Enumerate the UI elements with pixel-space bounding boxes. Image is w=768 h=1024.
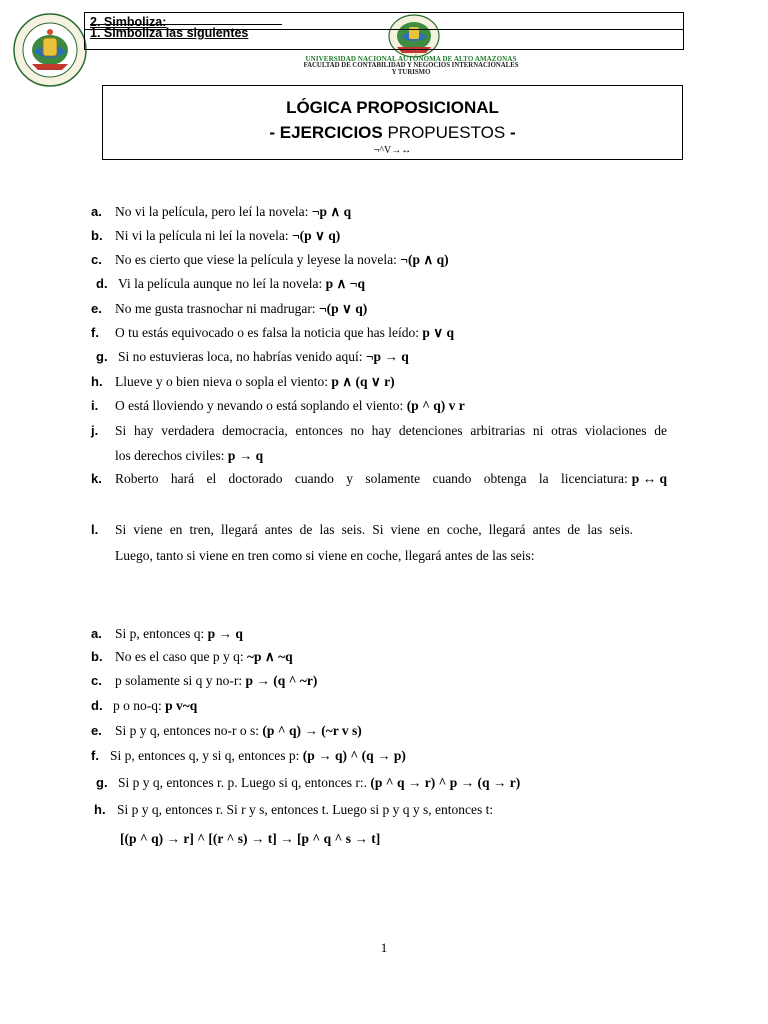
item-label: l. xyxy=(91,522,99,537)
item-formula: p → q xyxy=(227,448,264,463)
document-title: LÓGICA PROPOSICIONAL xyxy=(286,98,499,117)
item-formula: ¬(p ∨ q) xyxy=(318,301,368,316)
item-text: No vi la película, pero leí la novela: ¬p ∧ q xyxy=(115,204,352,219)
item-label: j. xyxy=(91,423,99,438)
item-label: g. xyxy=(96,775,108,790)
university-name: UNIVERSIDAD NACIONAL AUTÓNOMA DE ALTO AMAZONAS xyxy=(305,55,517,63)
item-text: Si hay verdadera democracia, entonces no hay detenciones arbitrarias ni otras violaciones de xyxy=(115,423,667,438)
faculty-name: FACULTAD DE CONTABILIDAD Y NEGOCIOS INTERNACIONALES xyxy=(303,62,519,69)
item-label: h. xyxy=(94,802,106,817)
university-seal-icon xyxy=(12,12,88,88)
item-label: b. xyxy=(91,228,103,243)
item-label: g. xyxy=(96,349,108,364)
item-formula: p → q xyxy=(207,626,243,641)
faculty-name-line2: Y TURISMO xyxy=(391,69,431,76)
item-label: f. xyxy=(91,325,99,340)
item-label: e. xyxy=(91,301,102,316)
subtitle-prefix: - EJERCICIOS xyxy=(269,123,383,142)
item-formula: ¬(p ∨ q) xyxy=(291,228,341,243)
item-label: k. xyxy=(91,471,102,486)
item-formula: p ∧ (q ∨ r) xyxy=(331,374,395,389)
item-text: Si p, entonces q: p → q xyxy=(115,626,243,641)
document-subtitle xyxy=(102,124,683,141)
item-text: Vi la película aunque no leí la novela: p ∧ ¬q xyxy=(118,276,365,291)
item-label: c. xyxy=(91,673,102,688)
item-text: Si viene en tren, llegará antes de las seis. Si viene en coche, llegará antes de las seis. xyxy=(115,522,633,537)
item-formula: (p ^ q → r) ^ p → (q → r) xyxy=(370,775,521,790)
item-label: i. xyxy=(91,398,99,413)
item-text: Si no estuvieras loca, no habrías venido aquí: ¬p → q xyxy=(118,349,409,364)
item-label: e. xyxy=(91,723,102,738)
logic-symbols: ¬^V→↔ xyxy=(373,145,412,156)
item-text: Roberto hará el doctorado cuando y solamente cuando obtenga la licenciatura: p ↔ q xyxy=(115,471,667,486)
item-label: c. xyxy=(91,252,102,267)
item-text: No me gusta trasnochar ni madrugar: ¬(p ∨ q) xyxy=(115,301,368,316)
item-formula: ~p ∧ ~q xyxy=(246,649,293,664)
item-text: p solamente si q y no-r: p → (q ^ ~r) xyxy=(115,673,318,688)
item-text-continued: Luego, tanto si viene en tren como si viene en coche, llegará antes de las seis: xyxy=(115,548,535,563)
item-text: Si p y q, entonces no-r o s: (p ^ q) → (~r v s) xyxy=(115,723,362,738)
item-label: a. xyxy=(91,204,102,219)
item-formula: (p ^ q) → (~r v s) xyxy=(262,723,362,738)
item-formula: p ∨ q xyxy=(422,325,455,340)
item-formula: ¬(p ∧ q) xyxy=(400,252,449,267)
item-formula: [(p ^ q) → r] ^ [(r ^ s) → t] → [p ^ q ^ s → t] xyxy=(120,831,381,846)
item-label: h. xyxy=(91,374,103,389)
page-number: 1 xyxy=(380,940,388,955)
item-text: Ni vi la película ni leí la novela: ¬(p ∨ q) xyxy=(115,228,341,243)
subtitle-suffix: - xyxy=(509,123,516,142)
item-text: O tu estás equivocado o es falsa la noticia que has leído: p ∨ q xyxy=(115,325,455,340)
item-text: Si p y q, entonces r. Si r y s, entonces t. Luego si p y q y s, entonces t: xyxy=(117,802,494,817)
header-heading-1: 2. Simboliza: xyxy=(90,15,167,29)
item-formula: p ∧ ¬q xyxy=(325,276,365,291)
item-formula: p v~q xyxy=(165,698,198,713)
item-text: p o no-q: p v~q xyxy=(113,698,198,713)
item-formula: ¬p ∧ q xyxy=(311,204,352,219)
header-heading-2: 1. Simboliza las siguientes xyxy=(90,26,249,40)
subtitle-main: PROPUESTOS xyxy=(382,123,510,142)
item-label: d. xyxy=(91,698,103,713)
item-formula: p → (q ^ ~r) xyxy=(245,673,318,688)
item-text: Llueve y o bien nieva o sopla el viento: p ∧ (q ∨ r) xyxy=(115,374,395,389)
item-formula: (p ^ q) v r xyxy=(406,398,465,413)
item-text: O está lloviendo y nevando o está soplando el viento: (p ^ q) v r xyxy=(115,398,465,413)
item-text: Si p y q, entonces r. p. Luego si q, entonces r:. (p ^ q → r) ^ p → (q → r) xyxy=(118,775,521,790)
item-text: No es cierto que viese la película y leyese la novela: ¬(p ∧ q) xyxy=(115,252,449,267)
item-text: No es el caso que p y q: ~p ∧ ~q xyxy=(115,649,293,664)
item-formula: p ↔ q xyxy=(631,471,667,486)
item-label: d. xyxy=(96,276,108,291)
item-text-continued: los derechos civiles: p → q xyxy=(115,448,264,463)
item-label: b. xyxy=(91,649,103,664)
item-label: f. xyxy=(91,748,99,763)
item-text: Si p, entonces q, y si q, entonces p: (p → q) ^ (q → p) xyxy=(110,748,406,763)
item-formula: ¬p → q xyxy=(365,349,409,364)
item-label: a. xyxy=(91,626,102,641)
item-formula: (p → q) ^ (q → p) xyxy=(302,748,406,763)
